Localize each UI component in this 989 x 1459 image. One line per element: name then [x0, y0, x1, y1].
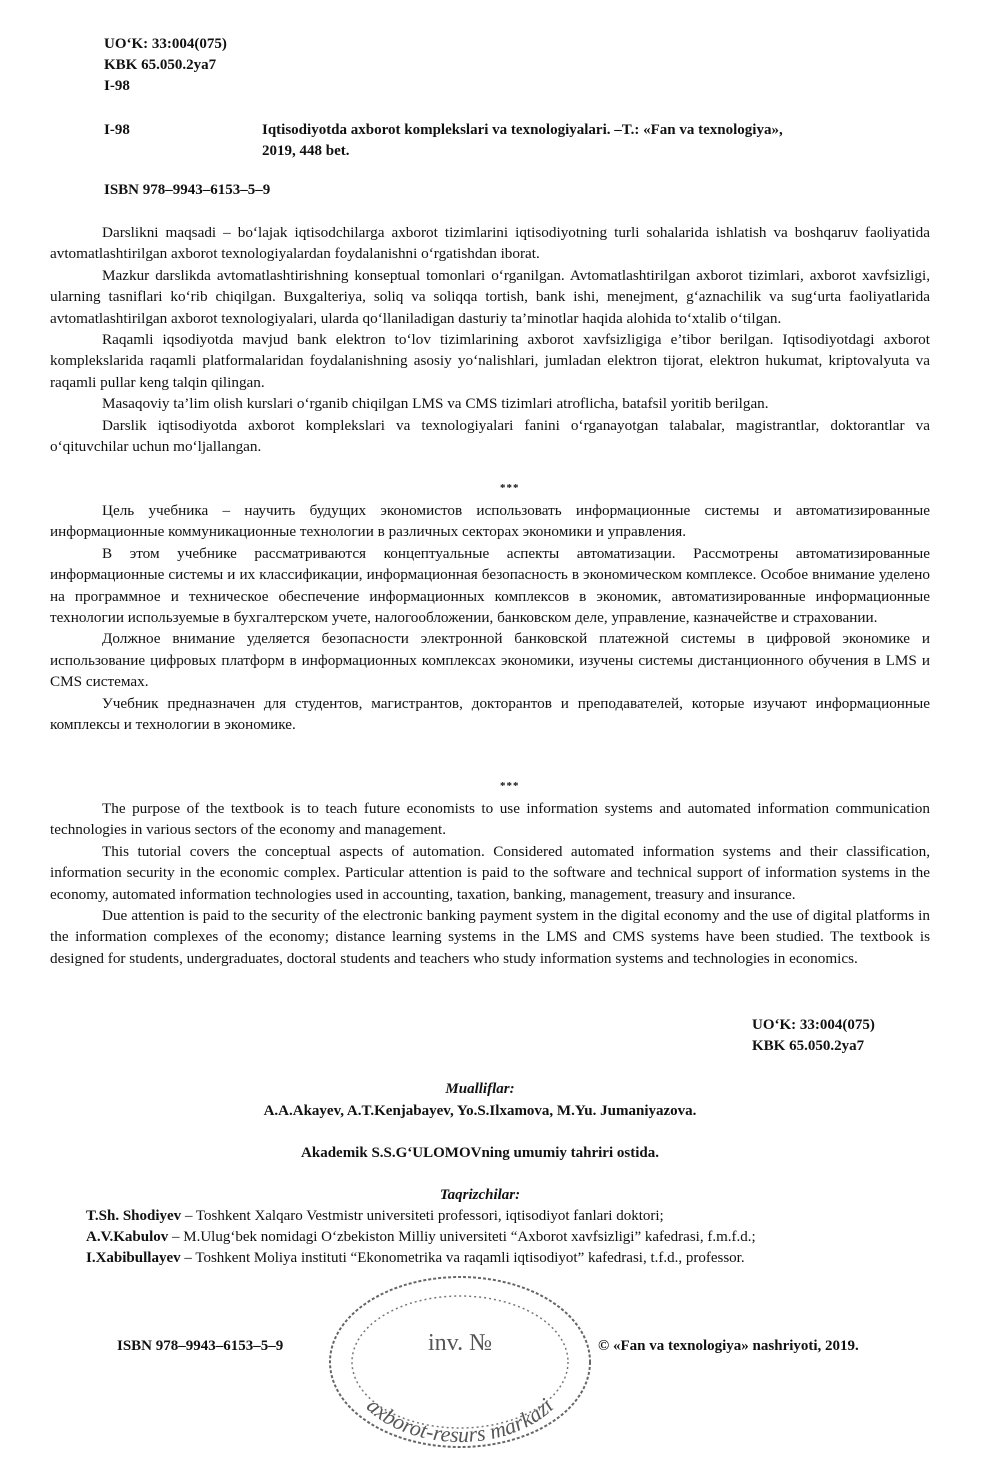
kbk-code: KBK 65.050.2ya7	[752, 1038, 865, 1054]
authors-label: Mualliflar:	[445, 1081, 515, 1097]
reviewer-desc: – M.Ulug‘bek nomidagi O‘zbekiston Milliy universiteti “Axborot xavfsizligi” kafedrasi, f.m.f.d.;	[168, 1229, 756, 1245]
authors-names: A.A.Akayev, A.T.Kenjabayev, Yo.S.Ilxamova, M.Yu. Jumaniyazova.	[263, 1103, 697, 1119]
classification-codes-bottom	[752, 1015, 875, 1057]
ru-paragraph-3: Должное внимание уделяется безопасности электронной банковской платежной системы в цифровой экономике и использование цифровых платформ в информационных комплексах экономики, изучены системы дистанционного обучения в LMS и CMS системах.	[50, 630, 930, 691]
uz-paragraph-3: Raqamli iqsodiyotda mavjud bank elektron to‘lov tizimlarining axborot xavfsizligiga e’tibor berilgan. Iqtisodiyotdagi axborot komplekslarida raqamli platformalaridan foydalanishning asosiy yo‘nalishlari, jumladan elektron tijorat, elektron hukumat, kriptovalyuta va raqamli pullar keng talqin qilingan.	[50, 331, 930, 391]
uz-paragraph-1: Darslikni maqsadi – bo‘lajak iqtisodchilarga axborot tizimlarini iqtisodiyotning turli sohalarida ishlatish va boshqaruv faoliyatida avtomatlashtirilgan axborot texnologiyalardan foydalanishni o‘rgatishdan iborat.	[50, 224, 930, 263]
copyright-notice: © «Fan va texnologiya» nashriyoti, 2019.	[598, 1338, 859, 1354]
editor-line: Akademik S.S.G‘ULOMOVning umumiy tahriri ostida.	[301, 1145, 659, 1161]
reviewers-list	[86, 1206, 946, 1269]
en-paragraph-2: This tutorial covers the conceptual aspects of automation. Considered automated information systems and their classification, information security in the economic complex. Particular attention is paid to the software and technical support of information systems in the economy, automated information technologies used in accounting, taxation, banking, management, treasury and insurance.	[50, 842, 930, 903]
reviewer-desc: – Toshkent Xalqaro Vestmistr universiteti professori, iqtisodiyot fanlari doktori;	[181, 1208, 664, 1224]
uzbek-annotation	[50, 222, 930, 457]
reviewer-name: I.Xabibullayev	[86, 1250, 181, 1266]
isbn-bottom: ISBN 978–9943–6153–5–9	[117, 1338, 284, 1354]
section-separator: ***	[500, 482, 520, 494]
reviewer-name: T.Sh. Shodiyev	[86, 1208, 182, 1224]
stamp-outer-ring	[330, 1277, 590, 1447]
section-separator: ***	[500, 780, 520, 792]
russian-annotation	[50, 500, 930, 735]
uz-paragraph-4: Masaqoviy ta’lim olish kurslari o‘rganib chiqilgan LMS va CMS tizimlari atroflicha, batafsil yoritib berilgan.	[102, 395, 769, 413]
ru-paragraph-2: В этом учебнике рассматриваются концептуальные аспекты автоматизации. Рассмотрены автоматизированные информационные системы и их классификации, информационная безопасность в экономическом комплексе. Особое внимание уделено на программное и техническое обеспечение информационных комплексов в экономик, автоматизированные информационные технологии используемые в бухгалтерском учете, налогообложении, банковском деле, управление, казначействе и страховании.	[50, 544, 930, 627]
library-stamp	[315, 1272, 605, 1452]
classification-codes	[104, 34, 227, 97]
kbk-code: KBK 65.050.2ya7	[104, 57, 217, 73]
reviewer-item	[86, 1227, 946, 1248]
uz-paragraph-5: Darslik iqtisodiyotda axborot komplekslari va texnologiyalari fanini o‘rganayotgan talabalar, magistrantlar, doktorantlar va o‘qituvchilar uchun mo‘ljallangan.	[50, 416, 930, 456]
reviewer-item	[86, 1206, 946, 1227]
stamp-arc-text: axborot-resurs markazi	[362, 1392, 558, 1448]
catalog-description	[262, 120, 942, 162]
reviewer-desc: – Toshkent Moliya instituti “Ekonometrika va raqamli iqtisodiyot” kafedrasi, t.f.d., professor.	[180, 1250, 745, 1266]
catalog-publication-line: 2019, 448 bet.	[262, 143, 350, 159]
udk-code: UO‘K: 33:004(075)	[752, 1017, 875, 1033]
ru-paragraph-4: Учебник предназначен для студентов, магистрантов, докторантов и преподавателей, которые изучают информационные комплексы и технологии в экономике.	[50, 694, 930, 734]
reviewer-name: A.V.Kabulov	[86, 1229, 169, 1245]
stamp-center-text: inv. №	[427, 1330, 493, 1356]
udk-code: UO‘K: 33:004(075)	[104, 36, 227, 52]
en-paragraph-1: The purpose of the textbook is to teach future economists to use information systems and automated information communication technologies in various sectors of the economy and management.	[50, 800, 930, 839]
reviewers-label: Taqrizchilar:	[439, 1187, 521, 1203]
english-annotation	[50, 798, 930, 969]
catalog-index: I-98	[104, 122, 130, 138]
reviewer-item	[86, 1248, 946, 1269]
isbn-top: ISBN 978–9943–6153–5–9	[104, 182, 271, 198]
uz-paragraph-2: Mazkur darslikda avtomatlashtirishning konseptual tomonlari o‘rganilgan. Avtomatlashtirilgan axborot tizimlari, axborot xavfsizligi, ularning tasniflari ko‘rib chiqilgan. Buxgalteriya, soliq va soliqqa tortish, bank ishi, menejment, g‘aznachilik va sug‘urta faoliyatlarida avtomatlashtirilgan axborot texnologiyalari, ularda qo‘llaniladigan dasturiy ta’minotlar haqida alohida to‘xtalib o‘tilgan.	[50, 266, 930, 327]
catalog-title-line: Iqtisodiyotda axborot komplekslari va texnologiyalari. –T.: «Fan va texnologiya»,	[262, 122, 783, 138]
en-paragraph-3: Due attention is paid to the security of the electronic banking payment system in the digital economy and the use of digital platforms in the information complexes of the economy; distance learning systems in the LMS and CMS systems have been studied. The textbook is designed for students, undergraduates, doctoral students and teachers who study information systems and technologies in economics.	[50, 907, 930, 967]
author-index: I-98	[104, 78, 130, 94]
ru-paragraph-1: Цель учебника – научить будущих экономистов использовать информационные системы и автоматизированные информационные коммуникационные технологии в различных секторах экономики и управления.	[50, 502, 930, 541]
